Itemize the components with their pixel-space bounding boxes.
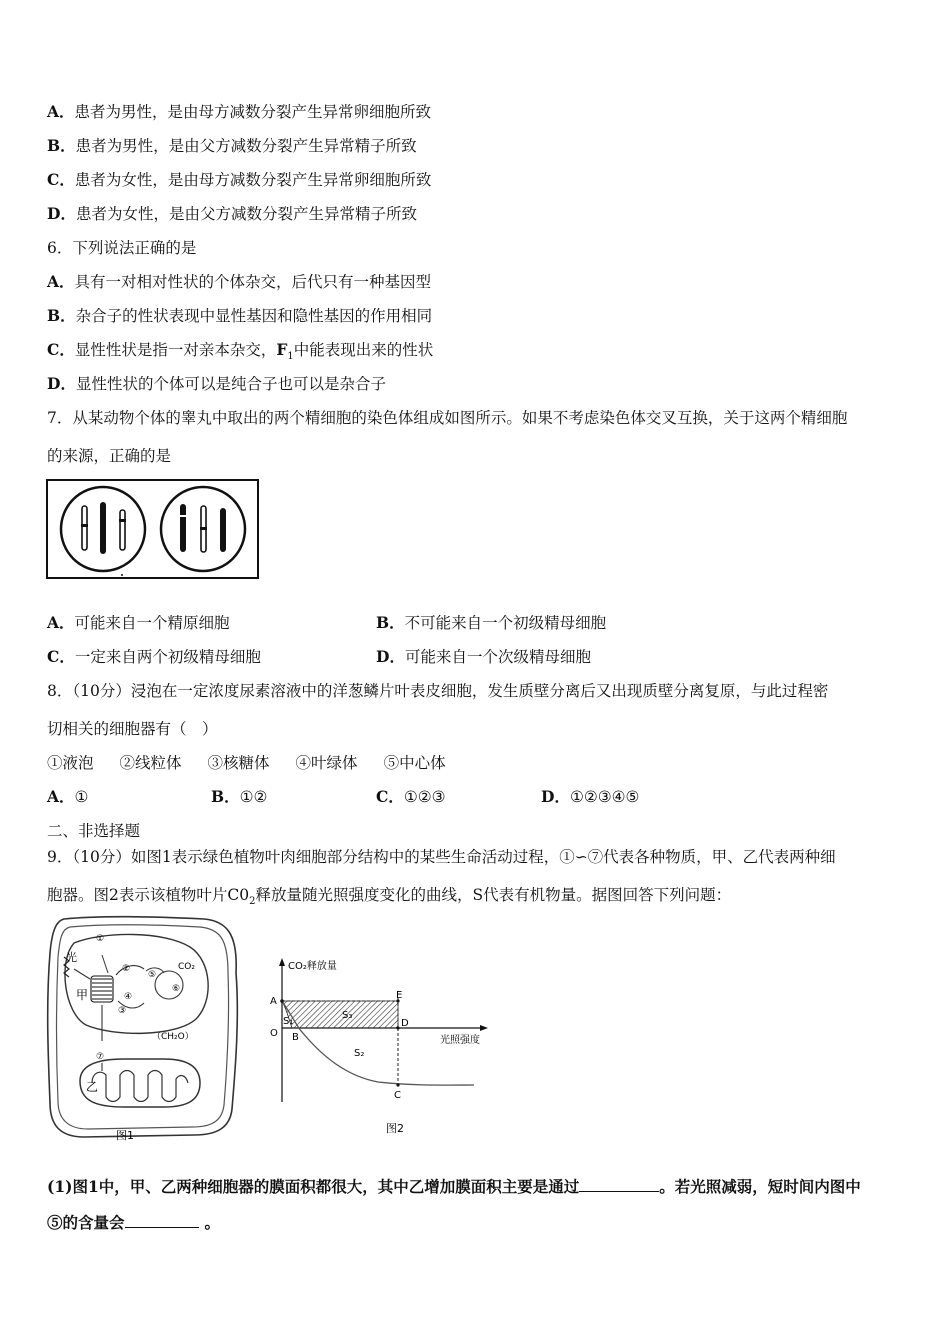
- num-2: ②: [122, 964, 131, 974]
- option-key: B．: [211, 787, 240, 806]
- q9-sub1-line2: [47, 1213, 220, 1233]
- q7-option-a: [47, 613, 230, 633]
- option-text: 患者为女性，是由父方减数分裂产生异常精子所致: [75, 205, 417, 223]
- cell-wall-outer: [48, 917, 238, 1137]
- q5-option-d: [47, 204, 417, 224]
- option-key: D．: [47, 204, 76, 223]
- stem-text: 胞器。图2表示该植物叶片C0: [47, 886, 250, 904]
- stem-text-post: 释放量随光照强度变化的曲线，S代表有机物量。据图回答下列问题：: [255, 886, 732, 904]
- option-text: 显性性状是指一对亲本杂交，: [74, 341, 277, 359]
- num-6: ⑥: [172, 984, 181, 994]
- option-key: B．: [376, 613, 405, 632]
- label-s3: S₃: [342, 1010, 353, 1021]
- q8-option-d: [541, 787, 639, 807]
- q9-figure-1: [44, 913, 244, 1149]
- q8-option-c: [376, 787, 446, 807]
- option-text: ①②③④⑤: [569, 788, 640, 806]
- q6-option-c: [47, 340, 433, 367]
- co2-label: CO₂: [178, 962, 195, 972]
- figure2-caption: 图2: [386, 1122, 404, 1135]
- section-heading: 二、非选择题: [47, 822, 141, 840]
- option-text: ①: [74, 788, 89, 806]
- sub1-line2-end: 。: [204, 1213, 221, 1232]
- q6-option-d: [47, 374, 386, 394]
- point-a: [280, 999, 284, 1003]
- option-key: B．: [47, 306, 76, 325]
- q5-option-b: [47, 136, 417, 156]
- q7-stem-line2: 的来源，正确的是: [47, 447, 172, 465]
- q8-item: ④叶绿体: [295, 754, 358, 772]
- q8-items: [47, 753, 446, 773]
- option-key: A．: [47, 272, 75, 291]
- area-s3: [282, 1001, 398, 1028]
- q8-item: ①液泡: [47, 754, 94, 772]
- q7-option-b: [376, 613, 606, 633]
- q9-stem-line1: 9．（10分）如图1表示绿色植物叶肉细胞部分结构中的某些生命活动过程，①∽⑦代表各种物质，甲、乙代表两种细: [47, 848, 836, 866]
- answer-blank-2[interactable]: [125, 1213, 199, 1228]
- option-text: 杂合子的性状表现中显性基因和隐性基因的作用相同: [75, 307, 433, 325]
- option-text: 可能来自一个次级精母细胞: [404, 648, 591, 666]
- q8-item: ⑤中心体: [383, 754, 446, 772]
- label-s2: S₂: [354, 1048, 365, 1059]
- q8-option-b: [211, 787, 267, 807]
- point-c: [396, 1083, 399, 1086]
- label-a: A: [270, 996, 277, 1007]
- option-text: 具有一对相对性状的个体杂交，后代只有一种基因型: [74, 273, 432, 291]
- option-text-post: 中能表现出来的性状: [293, 341, 434, 359]
- figure1-caption: 图1: [116, 1129, 134, 1142]
- q9-sub1-line1: [47, 1177, 861, 1197]
- y-axis-arrow: [279, 958, 285, 966]
- option-key: C．: [376, 787, 404, 806]
- q5-option-a: [47, 102, 431, 122]
- q6-option-a: [47, 272, 431, 292]
- option-text: 可能来自一个精原细胞: [74, 614, 230, 632]
- label-o: O: [270, 1028, 278, 1039]
- num-3: ③: [118, 1006, 127, 1016]
- q6-stem: 6．下列说法正确的是: [47, 239, 197, 257]
- point-d: [396, 1026, 399, 1029]
- q8-option-a: [47, 787, 88, 807]
- answer-blank-1[interactable]: [579, 1177, 659, 1192]
- light-label: 光: [66, 951, 77, 964]
- co2-subscript: 2: [249, 896, 256, 908]
- option-key: A．: [47, 787, 75, 806]
- jia-label: 甲: [76, 988, 89, 1002]
- option-key: D．: [376, 647, 405, 666]
- q7-stem-line1: 7．从某动物个体的睾丸中取出的两个精细胞的染色体组成如图所示。如果不考虑染色体交叉互换，关于这两个精细胞: [47, 409, 848, 427]
- label-e: E: [396, 990, 403, 1001]
- option-key: C．: [47, 647, 75, 666]
- num-7: ⑦: [96, 1052, 105, 1062]
- num-1: ①: [96, 934, 105, 944]
- option-text: 显性性状的个体可以是纯合子也可以是杂合子: [75, 375, 386, 393]
- option-text: ①②: [239, 788, 268, 806]
- q9-figure-2: [262, 952, 492, 1146]
- option-key: C．: [47, 340, 75, 359]
- option-key: C．: [47, 170, 75, 189]
- option-key: B．: [47, 136, 76, 155]
- option-text: 不可能来自一个初级精母细胞: [404, 614, 607, 632]
- option-key: A．: [47, 102, 75, 121]
- q7-figure: [46, 479, 260, 585]
- label-d: D: [401, 1018, 409, 1029]
- q5-option-c: [47, 170, 431, 190]
- option-text: 患者为男性，是由父方减数分裂产生异常精子所致: [75, 137, 417, 155]
- num-5: ⑤: [148, 970, 157, 980]
- label-c: C: [394, 1090, 401, 1101]
- f1-subscript: 1: [287, 351, 294, 363]
- option-key: D．: [541, 787, 570, 806]
- cell-membrane: [57, 925, 229, 1129]
- y-axis-label: CO₂释放量: [288, 961, 337, 972]
- x-axis-label: 光照强度: [440, 1035, 480, 1046]
- cell1-chromosomes: [81, 502, 126, 554]
- q7-option-c: [47, 647, 261, 667]
- option-text: 患者为男性，是由母方减数分裂产生异常卵细胞所致: [74, 103, 432, 121]
- q8-stem-line2: 切相关的细胞器有（ ）: [47, 720, 218, 738]
- chloroplast-jia: [65, 934, 208, 1033]
- option-text: ①②③: [403, 788, 446, 806]
- option-text: 一定来自两个初级精母细胞: [74, 648, 261, 666]
- option-key: A．: [47, 613, 75, 632]
- x-axis-arrow: [480, 1025, 488, 1031]
- cell2-chromosomes: [179, 504, 226, 552]
- ch2o-label: （CH₂O）: [152, 1032, 194, 1042]
- sub1-text-post: 。若光照减弱，短时间内图中: [659, 1177, 861, 1196]
- q8-item: ③核糖体: [207, 754, 270, 772]
- num-4: ④: [124, 992, 133, 1002]
- f1-label: F: [276, 340, 288, 359]
- sub1-text: (1)图1中，甲、乙两种细胞器的膜面积都很大，其中乙增加膜面积主要是通过: [47, 1177, 580, 1196]
- q6-option-b: [47, 306, 432, 326]
- label-b: B: [292, 1032, 299, 1043]
- q8-item: ②线粒体: [119, 754, 182, 772]
- label-s1: S₁: [283, 1016, 294, 1027]
- sub1-line2-text: ⑤的含量会: [47, 1213, 125, 1232]
- q7-option-d: [376, 647, 591, 667]
- yi-label: 乙: [86, 1080, 99, 1094]
- q8-stem-line1: 8．（10分）浸泡在一定浓度尿素溶液中的洋葱鳞片叶表皮细胞，发生质壁分离后又出现质壁分离复原，与此过程密: [47, 682, 829, 700]
- option-key: D．: [47, 374, 76, 393]
- option-text: 患者为女性，是由母方减数分裂产生异常卵细胞所致: [74, 171, 432, 189]
- q9-stem-line2: [47, 885, 731, 912]
